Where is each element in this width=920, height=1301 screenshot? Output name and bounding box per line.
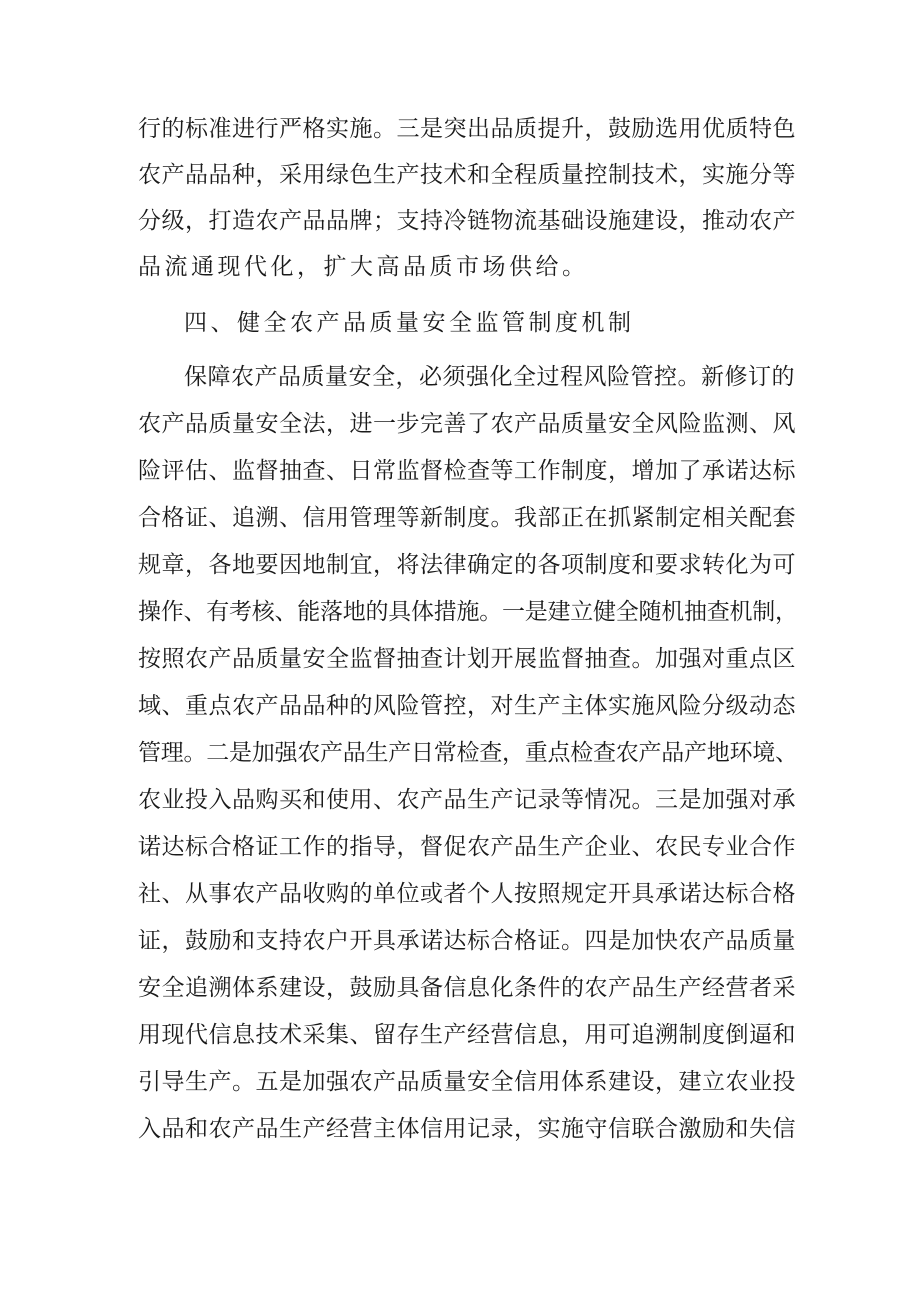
body-text-line: 农产品品种，采用绿色生产技术和全程质量控制技术，实施分等: [138, 162, 796, 188]
body-text-line: 险评估、监督抽查、日常监督检查等工作制度，增加了承诺达标: [138, 458, 796, 484]
body-text-line: 管理。二是加强农产品生产日常检查，重点检查农产品产地环境、: [138, 740, 798, 766]
body-text-line: 引导生产。五是加强农产品质量安全信用体系建设，建立农业投: [138, 1069, 796, 1095]
section-heading: 四、健全农产品质量安全监管制度机制: [184, 310, 635, 336]
body-text-line: 规章，各地要因地制宜，将法律确定的各项制度和要求转化为可: [138, 552, 796, 578]
body-text-line: 用现代信息技术采集、留存生产经营信息，用可追溯制度倒逼和: [138, 1022, 796, 1048]
body-text-line: 行的标准进行严格实施。三是突出品质提升，鼓励选用优质特色: [138, 116, 796, 142]
body-text-line: 操作、有考核、能落地的具体措施。一是建立健全随机抽查机制，: [138, 599, 798, 625]
body-text-line: 农产品质量安全法，进一步完善了农产品质量安全风险监测、风: [138, 411, 796, 437]
body-text-line: 社、从事农产品收购的单位或者个人按照规定开具承诺达标合格: [138, 881, 796, 907]
body-text-line: 证，鼓励和支持农户开具承诺达标合格证。四是加快农产品质量: [138, 928, 796, 954]
body-text-line: 按照农产品质量安全监督抽查计划开展监督抽查。加强对重点区: [138, 646, 796, 672]
body-text-line: 合格证、追溯、信用管理等新制度。我部正在抓紧制定相关配套: [138, 505, 796, 531]
body-text-line: 品流通现代化，扩大高品质市场供给。: [138, 254, 589, 280]
body-text-line: 域、重点农产品品种的风险管控，对生产主体实施风险分级动态: [138, 693, 796, 719]
body-text-line: 农业投入品购买和使用、农产品生产记录等情况。三是加强对承: [138, 787, 796, 813]
body-text-line: 诺达标合格证工作的指导，督促农产品生产企业、农民专业合作: [138, 834, 796, 860]
body-text-line: 安全追溯体系建设，鼓励具备信息化条件的农产品生产经营者采: [138, 975, 796, 1001]
body-text-line: 分级，打造农产品品牌；支持冷链物流基础设施建设，推动农产: [138, 208, 796, 234]
body-text-line: 入品和农产品生产经营主体信用记录，实施守信联合激励和失信: [138, 1116, 796, 1142]
body-text-line: 保障农产品质量安全，必须强化全过程风险管控。新修订的: [184, 364, 795, 390]
